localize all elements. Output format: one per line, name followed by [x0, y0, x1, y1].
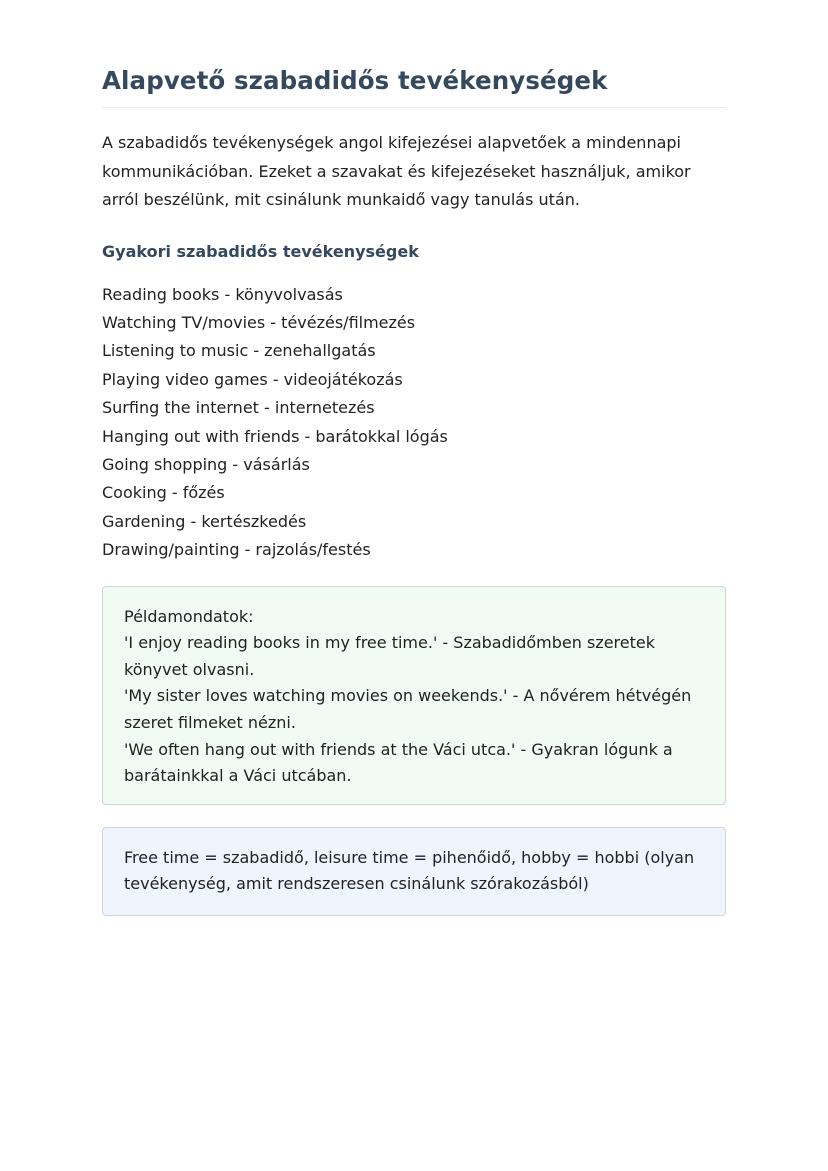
- list-item: Playing video games - videojátékozás: [102, 369, 403, 389]
- example-sentence: 'We often hang out with friends at the Váci utca.' - Gyakran lógunk a barátainkkal a Váci utcában.: [124, 739, 673, 786]
- activity-list: [102, 264, 726, 565]
- list-item: Listening to music - zenehallgatás: [102, 341, 376, 361]
- list-item: Going shopping - vásárlás: [102, 454, 310, 474]
- examples-box: [102, 586, 726, 805]
- vocabulary-note-box: [102, 827, 726, 916]
- list-item: Gardening - kertészkedés: [102, 511, 307, 531]
- list-item: Reading books - könyvolvasás: [102, 284, 343, 304]
- list-item: Hanging out with friends - barátokkal lógás: [102, 426, 448, 446]
- list-item: Watching TV/movies - tévézés/filmezés: [102, 312, 416, 332]
- examples-heading: Példamondatok:: [124, 606, 254, 626]
- list-item: Cooking - főzés: [102, 483, 225, 503]
- intro-paragraph: A szabadidős tevékenységek angol kifejezései alapvetőek a mindennapi kommunikációban. Ezeket a szavakat és kifejezéseket használjuk, amikor arról beszélünk, mit csinálunk munkaidő vagy tanulás után.: [102, 133, 691, 209]
- page-title: Alapvető szabadidős tevékenységek: [102, 0, 726, 108]
- list-item: Drawing/painting - rajzolás/festés: [102, 540, 371, 560]
- example-sentence: 'I enjoy reading books in my free time.' - Szabadidőmben szeretek könyvet olvasni.: [124, 633, 655, 679]
- example-sentence: 'My sister loves watching movies on weekends.' - A nővérem hétvégén szeret filmeket nézni.: [124, 686, 692, 732]
- vocabulary-note-text: Free time = szabadidő, leisure time = pihenőidő, hobby = hobbi (olyan tevékenység, amit rendszeresen csinálunk szórakozásból): [124, 847, 695, 894]
- document-page: [102, 0, 726, 916]
- list-item: Surfing the internet - internetezés: [102, 398, 375, 418]
- section-title: Gyakori szabadidős tevékenységek: [102, 241, 419, 261]
